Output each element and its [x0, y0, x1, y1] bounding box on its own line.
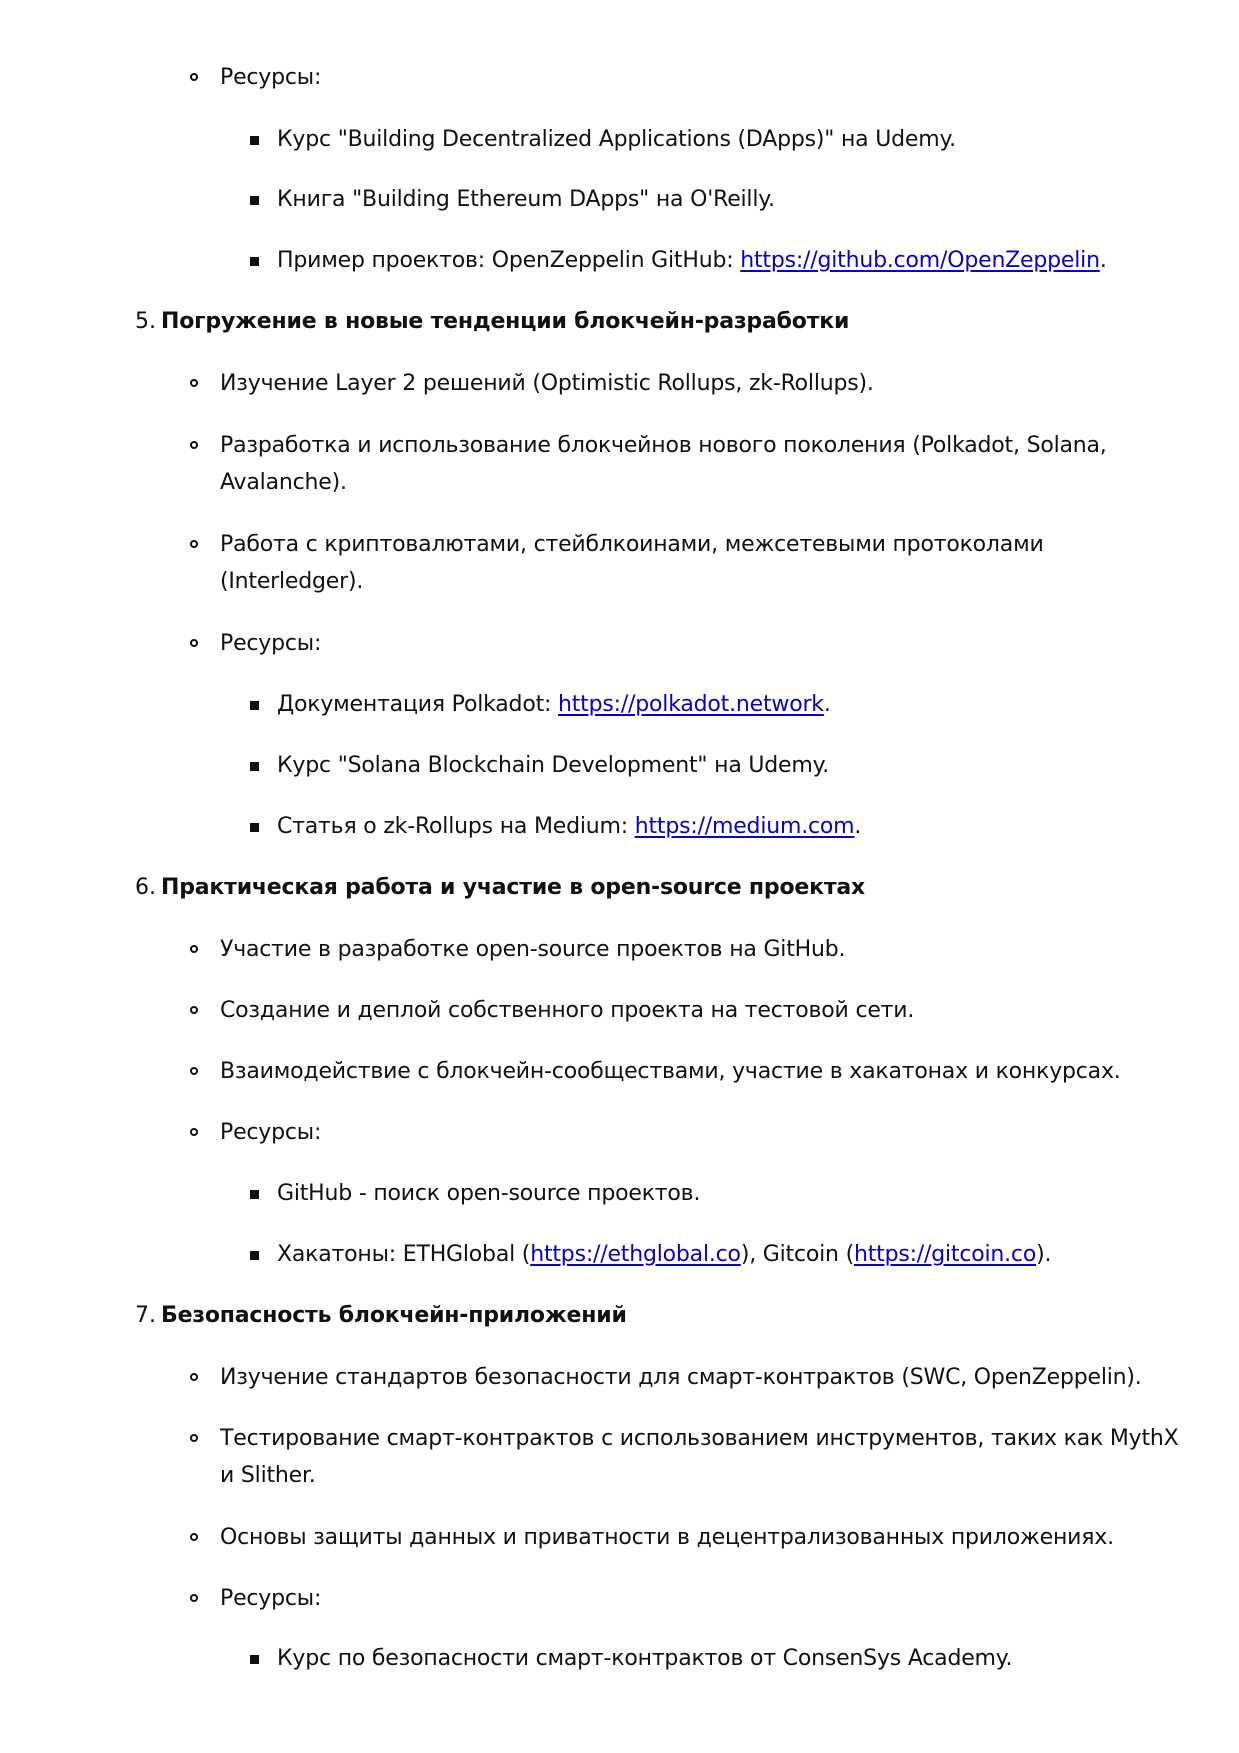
- list-item: Основы защиты данных и приватности в децентрализованных приложениях.: [220, 1525, 1114, 1550]
- circle-bullet-icon: [190, 1594, 198, 1602]
- resource-text: Пример проектов: OpenZeppelin GitHub:: [277, 248, 741, 273]
- resource-item: GitHub - поиск open-source проектов.: [277, 1181, 701, 1206]
- circle-bullet-icon: [190, 379, 198, 387]
- square-bullet-icon: [250, 196, 259, 205]
- gitcoin-link[interactable]: https://gitcoin.co: [853, 1242, 1037, 1267]
- resource-text: Статья о zk-Rollups на Medium:: [277, 814, 635, 839]
- resources-label: Ресурсы:: [220, 1120, 322, 1145]
- square-bullet-icon: [250, 257, 259, 266]
- section-number: 7.: [135, 1303, 156, 1328]
- resource-item: [277, 808, 861, 845]
- polkadot-link[interactable]: https://polkadot.network: [558, 692, 824, 717]
- square-bullet-icon: [250, 136, 259, 145]
- square-bullet-icon: [250, 1251, 259, 1260]
- resource-item: Курс "Solana Blockchain Development" на Udemy.: [277, 753, 830, 778]
- circle-bullet-icon: [190, 639, 198, 647]
- resources-label: Ресурсы:: [220, 631, 322, 656]
- openzeppelin-link[interactable]: https://github.com/OpenZeppelin: [740, 248, 1100, 273]
- square-bullet-icon: [250, 1655, 259, 1664]
- resource-item: [277, 686, 831, 723]
- circle-bullet-icon: [190, 1006, 198, 1014]
- resource-text: Хакатоны: ETHGlobal (: [277, 1242, 531, 1267]
- list-item: Создание и деплой собственного проекта на тестовой сети.: [220, 998, 915, 1023]
- circle-bullet-icon: [190, 441, 198, 449]
- square-bullet-icon: [250, 701, 259, 710]
- section-title: Практическая работа и участие в open-source проектах: [161, 875, 866, 900]
- list-item: Изучение стандартов безопасности для смарт-контрактов (SWC, OpenZeppelin).: [220, 1365, 1142, 1390]
- section-number: 5.: [135, 309, 156, 334]
- resource-text: ), Gitcoin (: [740, 1242, 854, 1267]
- square-bullet-icon: [250, 762, 259, 771]
- list-item-continued: и Slither.: [220, 1463, 316, 1488]
- circle-bullet-icon: [190, 945, 198, 953]
- list-item: Взаимодействие с блокчейн-сообществами, участие в хакатонах и конкурсах.: [220, 1059, 1121, 1084]
- list-item: Изучение Layer 2 решений (Optimistic Rollups, zk-Rollups).: [220, 371, 874, 396]
- section-title: Погружение в новые тенденции блокчейн-разработки: [161, 309, 850, 334]
- list-item: Работа с криптовалютами, стейблкоинами, межсетевыми протоколами: [220, 532, 1044, 557]
- ethglobal-link[interactable]: https://ethglobal.co: [530, 1242, 741, 1267]
- resource-item: [277, 1236, 1051, 1273]
- list-item: Участие в разработке open-source проектов на GitHub.: [220, 937, 846, 962]
- square-bullet-icon: [250, 823, 259, 832]
- resource-suffix: .: [823, 692, 831, 717]
- resource-text: Документация Polkadot:: [277, 692, 559, 717]
- resource-item: Книга "Building Ethereum DApps" на O'Reilly.: [277, 187, 775, 212]
- circle-bullet-icon: [190, 1533, 198, 1541]
- section-title: Безопасность блокчейн-приложений: [161, 1303, 627, 1328]
- list-item-continued: Avalanche).: [220, 470, 347, 495]
- circle-bullet-icon: [190, 1128, 198, 1136]
- list-item-continued: (Interledger).: [220, 569, 364, 594]
- resource-suffix: .: [1099, 248, 1107, 273]
- resource-item: Курс "Building Decentralized Applications (DApps)" на Udemy.: [277, 127, 956, 152]
- resource-item: Курс по безопасности смарт-контрактов от ConsenSys Academy.: [277, 1646, 1013, 1671]
- circle-bullet-icon: [190, 1373, 198, 1381]
- square-bullet-icon: [250, 1190, 259, 1199]
- medium-link[interactable]: https://medium.com: [634, 814, 855, 839]
- circle-bullet-icon: [190, 1434, 198, 1442]
- section-number: 6.: [135, 875, 156, 900]
- resource-suffix: .: [854, 814, 862, 839]
- list-item: Разработка и использование блокчейнов нового поколения (Polkadot, Solana,: [220, 433, 1107, 458]
- circle-bullet-icon: [190, 1067, 198, 1075]
- resources-label: Ресурсы:: [220, 65, 322, 90]
- circle-bullet-icon: [190, 73, 198, 81]
- circle-bullet-icon: [190, 540, 198, 548]
- resource-item: [277, 242, 1107, 279]
- resources-label: Ресурсы:: [220, 1586, 322, 1611]
- resource-suffix: ).: [1036, 1242, 1052, 1267]
- list-item: Тестирование смарт-контрактов с использованием инструментов, таких как MythX: [220, 1426, 1179, 1451]
